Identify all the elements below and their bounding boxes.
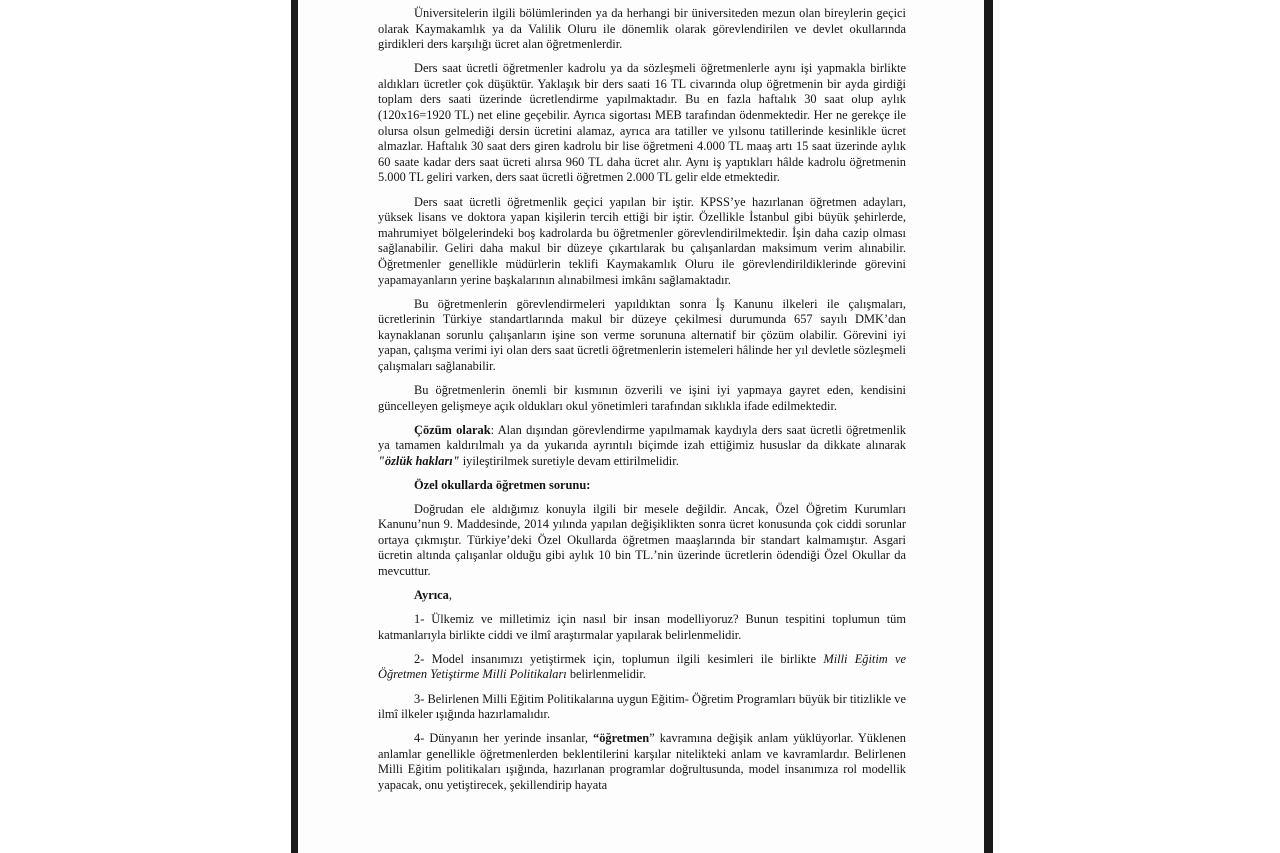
- paragraph: Ders saat ücretli öğretmenler kadrolu ya da sözleşmeli öğretmenlerle aynı işi yapmakla birlikte aldıkları ücretler çok düşüktür. Yaklaşık bir ders saati 16 TL civarında olup öğretmenin bir ayda girdiği toplam ders saati üzerinde ücretlendirme yapılmaktadır. Bu en fazla haftalık 30 saat olup aylık (120x16=1920 TL) net eline geçebilir. Ayrıca sigortası MEB tarafından ödenmektedir. Her ne gerekçe ile olursa olsun gelmediği dersin ücretini alamaz, ayrıca ara tatiller ve yılsonu tatillerinde kesinlikle ücret almazlar. Haftalık 30 saat ders giren kadrolu bir lise öğretmeni 4.000 TL maaş artı 15 saat üzerinde aylık 60 saate kadar ders saat ücreti alırsa 960 TL daha ücret alır. Aynı iş yaptıkları hâlde kadrolu öğretmenin 5.000 TL geliri varken, ders saat ücretli öğretmen 2.000 TL gelir elde etmektedir.: [378, 61, 906, 185]
- solution-text: : Alan dışından görevlendirme yapılmamak kaydıyla ders saat ücretli öğretmenlik ya tamamen kaldırılmalı ya da yukarıda ayrıntılı biçimde izah ettiğimiz hususlar da dikkate alınarak: [378, 422, 906, 453]
- paragraph: Ders saat ücretli öğretmenlik geçici yapılan bir iştir. KPSS’ye hazırlanan öğretmen adayları, yüksek lisans ve doktora yapan kişilerin tercih ettiği bir iştir. Özellikle İstanbul gibi büyük şehirlerde, mahrumiyet bölgelerindeki boş kadrolarda bu öğretmenler görevlendirilmektedir. İşin daha cazip olması sağlanabilir. Geliri daha makul bir düzeye çıkartılarak bu çalışanlardan maksimum verim alınabilir. Öğretmenler genellikle müdürlerin teklifi Kaymakamlık Oluru ile görevlendirildiklerinde görevini yapamayanların yerine başkalarının alınabilmesi imkânı sağlamaktadır.: [378, 194, 906, 287]
- paragraph-solution: [378, 423, 906, 470]
- list-item: [378, 652, 906, 683]
- scan-border-right: [984, 0, 993, 853]
- section-heading-ayrica: [378, 588, 906, 604]
- solution-text-tail: iyileştirilmek suretiyle devam ettirilmelidir.: [459, 453, 679, 468]
- list-item: [378, 731, 906, 793]
- heading-ayrica-comma: ,: [448, 588, 452, 603]
- heading-ayrica: Ayrıca: [414, 588, 449, 603]
- item2-text-tail: belirlenmelidir.: [566, 667, 646, 682]
- item2-emphasis: Milli Eğitim ve Öğretmen Yetiştirme Milli Politikaları: [378, 651, 906, 682]
- section-heading: Özel okullarda öğretmen sorunu:: [414, 478, 591, 493]
- item2-text: 2- Model insanımızı yetiştirmek için, toplumun ilgili kesimleri ile birlikte: [414, 651, 824, 666]
- list-item: 1- Ülkemiz ve milletimiz için nasıl bir insan modelliyoruz? Bunun tespitini toplumun tüm katmanlarıyla birlikte ciddi ve ilmî araştırmalar yapılarak belirlenmelidir.: [378, 612, 906, 642]
- paragraph: Bu öğretmenlerin görevlendirmeleri yapıldıktan sonra İş Kanunu ilkeleri ile çalışmaları, ücretlerinin Türkiye standartlarında makul bir düzeye çekilmesi durumunda 657 sayılı DMK’dan kaynaklanan sorunlu çalışanların işine son verme sorununa alternatif bir çözüm olabilir. Görevini iyi yapan, çalışma verimi iyi olan ders saat ücretli öğretmenlerin istemeleri hâlinde her yıl devletle sözleşmeli çalışmaları sağlanabilir.: [378, 296, 906, 373]
- paragraph: Bu öğretmenlerin önemli bir kısmının özverili ve işini iyi yapmaya gayret eden, kendisini güncelleyen gelişmeye açık oldukları okul yönetimleri tarafından sıklıkla ifade edilmektedir.: [378, 383, 906, 413]
- solution-emphasis: "özlük hakları": [378, 453, 460, 468]
- item4-text: 4- Dünyanın her yerinde insanlar,: [414, 731, 593, 746]
- list-item: 3- Belirlenen Milli Eğitim Politikalarına uygun Eğitim- Öğretim Programları büyük bir titizlikle ve ilmî ilkeler ışığında hazırlamalıdır.: [378, 691, 906, 722]
- paragraph: Doğrudan ele aldığımız konuyla ilgili bir mesele değildir. Ancak, Özel Öğretim Kurumları Kanunu’nun 9. Maddesinde, 2014 yılında yapılan değişiklikten sonra ücret konusunda çok ciddi sorunlar ortaya çıkmıştır. Türkiye’deki Özel Okullarda öğretmen maaşlarında bir standart kalmamıştır. Asgari ücretin altında çalışanlar olduğu gibi aylık 10 bin TL.’nin üzerinde ücretlerin ödendiği Özel Okullar da mevcuttur.: [378, 501, 906, 578]
- document-body: [378, 6, 906, 802]
- solution-lead: Çözüm olarak: [414, 422, 491, 437]
- item4-strong: “öğretmen: [593, 731, 650, 746]
- document-page: [298, 0, 984, 853]
- paragraph: Üniversitelerin ilgili bölümlerinden ya da herhangi bir üniversiteden mezun olan bireylerin geçici olarak Kaymakamlık ya da Valilik Oluru ile dönemlik olarak görevlendirilen ve devlet okullarında girdikleri ders karşılığı ücret alan öğretmenlerdir.: [378, 6, 906, 52]
- item4-text-tail: ” kavramına değişik anlam yüklüyorlar. Yüklenen anlamlar genellikle öğretmenlerden beklentilerini karşılar nitelikteki anlam ve kavramlardır. Belirlenen Milli Eğitim politikaları ışığında, hazırlanan programlar doğrultusunda, model insanımıza rol modellik yapacak, onu yetiştirecek, şekillendirip hayata: [378, 731, 906, 793]
- scan-border-left: [291, 0, 298, 853]
